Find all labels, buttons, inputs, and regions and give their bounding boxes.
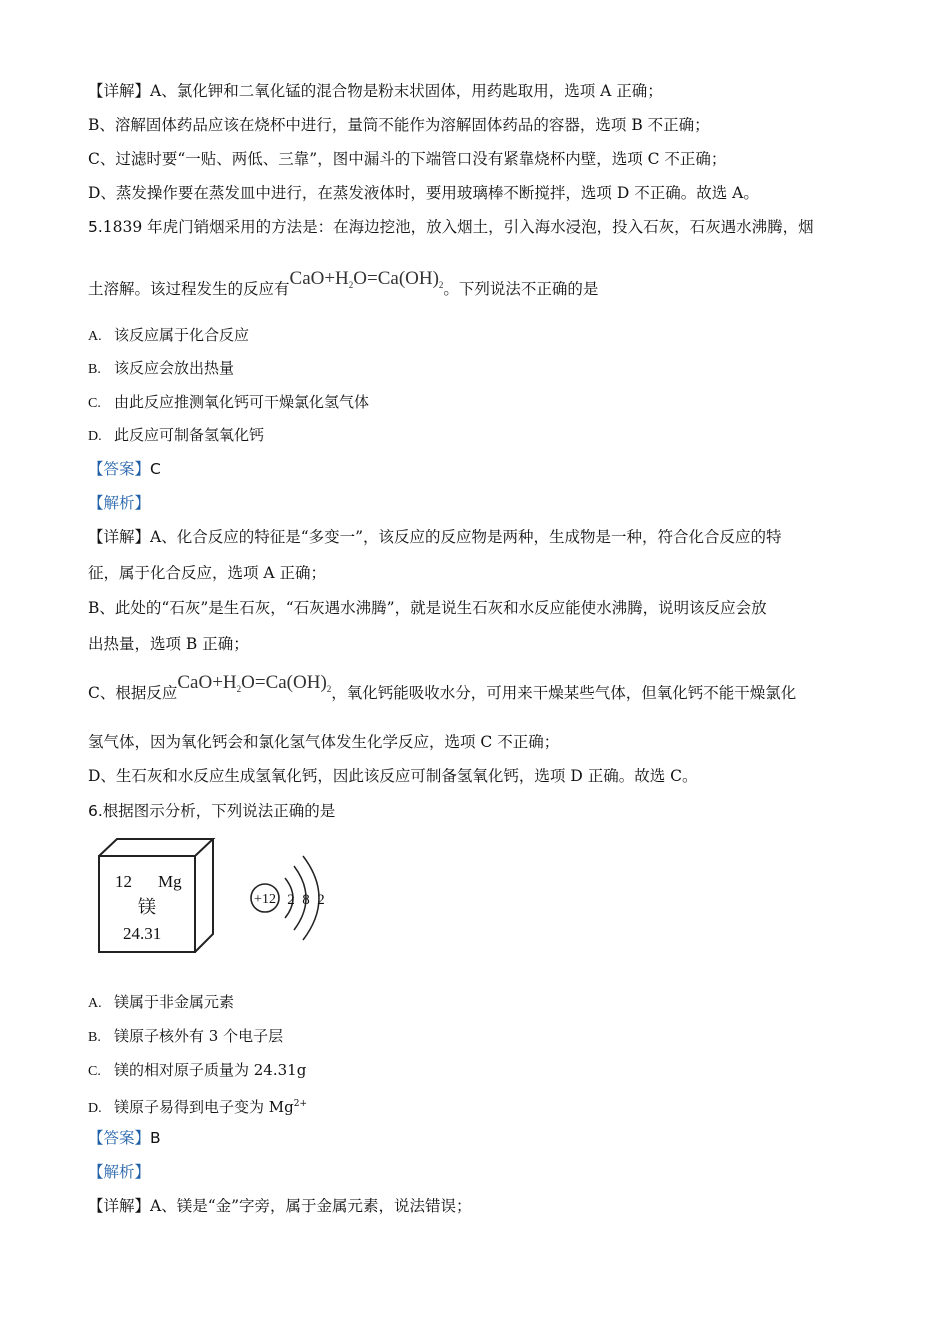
q5-detail-line: 氢气体，因为氧化钙会和氯化氢气体发生化学反应，选项 C 不正确； [88, 733, 560, 751]
q5-answer: 【答案】C [88, 460, 161, 478]
q5-detail-line: 征，属于化合反应，选项 A 正确； [88, 564, 327, 582]
q5-detail-line: D、生石灰和水反应生成氢氧化钙，因此该反应可制备氢氧化钙，选项 D 正确。故选 C。 [88, 767, 698, 785]
q5-detail-line: B、此处的“石灰”是生石灰，“石灰遇水沸腾”，就是说生石灰和水反应能使水沸腾，说明该反应会放 [88, 599, 767, 617]
q6-detail-line: 【详解】A、镁是“金”字旁，属于金属元素，说法错误； [88, 1197, 472, 1215]
q5-detail-line: C、根据反应$CaO+H_2O=Ca(OH)_2$，氧化钙能吸收水分，可用来干燥某些气体，但氧化钙不能干燥氯化 [88, 672, 797, 702]
magnesium-figure [95, 836, 345, 958]
q6-option-d: D. 镁原子易得到电子变为 $Mg^{2+}$ [88, 1098, 308, 1116]
element-name: 镁 [138, 897, 156, 918]
q6-option-c: C. 镁的相对原子质量为 24.31g [88, 1061, 307, 1079]
element-card-side [195, 839, 213, 952]
detail-line: B、溶解固体药品应该在烧杯中进行，量筒不能作为溶解固体药品的容器，选项 B 不正确； [88, 116, 710, 134]
q5-stem-line1: 5.1839 年虎门销烟采用的方法是：在海边挖池，放入烟土，引入海水浸泡，投入石灰，石灰遇水沸腾，烟 [88, 218, 814, 236]
q5-number: 5. [88, 218, 103, 236]
q6-number: 6. [88, 802, 103, 820]
q5-stem-line2: 土溶解。该过程发生的反应有$CaO+H_2O=Ca(OH)_2$。下列说法不正确的是 [88, 268, 599, 298]
q5-detail-line: 出热量，选项 B 正确； [88, 635, 249, 653]
q5-detail-equation: $CaO+H_2O=Ca(OH)_2$ [177, 672, 332, 694]
nucleus-charge: +12 [254, 892, 276, 907]
detail-line: C、过滤时要“一贴、两低、三靠”，图中漏斗的下端管口没有紧靠烧杯内壁，选项 C 不正确； [88, 150, 727, 168]
atomic-number: 12 [115, 872, 132, 891]
q6-option-b: B. 镁原子核外有 3 个电子层 [88, 1027, 284, 1045]
q6-stem: 6.根据图示分析，下列说法正确的是 [88, 802, 336, 820]
shell-electrons: 8 [302, 892, 310, 908]
q5-option-b: B. 该反应会放出热量 [88, 359, 235, 377]
detail-tag: 【详解】 [88, 82, 151, 100]
q5-option-d: D. 此反应可制备氢氧化钙 [88, 426, 265, 444]
shell-electrons: 2 [317, 892, 325, 908]
shell-electrons: 2 [287, 892, 295, 908]
element-card-top [99, 839, 213, 856]
detail-line: 【详解】A、氯化钾和二氧化锰的混合物是粉末状固体，用药匙取用，选项 A 正确； [88, 82, 663, 100]
q6-answer: 【答案】B [88, 1129, 161, 1147]
q6-analysis-tag: 【解析】 [88, 1163, 151, 1181]
q6-option-a: A. 镁属于非金属元素 [88, 993, 235, 1011]
q5-detail-line: 【详解】A、化合反应的特征是“多变一”，该反应的反应物是两种，生成物是一种，符合化合反应的特 [88, 528, 782, 546]
q5-option-a: A. 该反应属于化合反应 [88, 326, 250, 344]
atomic-mass: 24.31 [123, 924, 162, 943]
q5-analysis-tag: 【解析】 [88, 494, 151, 512]
detail-line: D、蒸发操作要在蒸发皿中进行，在蒸发液体时，要用玻璃棒不断搅拌，选项 D 不正确。故选 A。 [88, 184, 759, 202]
element-symbol: Mg [158, 872, 182, 891]
q5-option-c: C. 由此反应推测氧化钙可干燥氯化氢气体 [88, 393, 370, 411]
q5-equation: $CaO+H_2O=Ca(OH)_2$ [289, 268, 444, 290]
